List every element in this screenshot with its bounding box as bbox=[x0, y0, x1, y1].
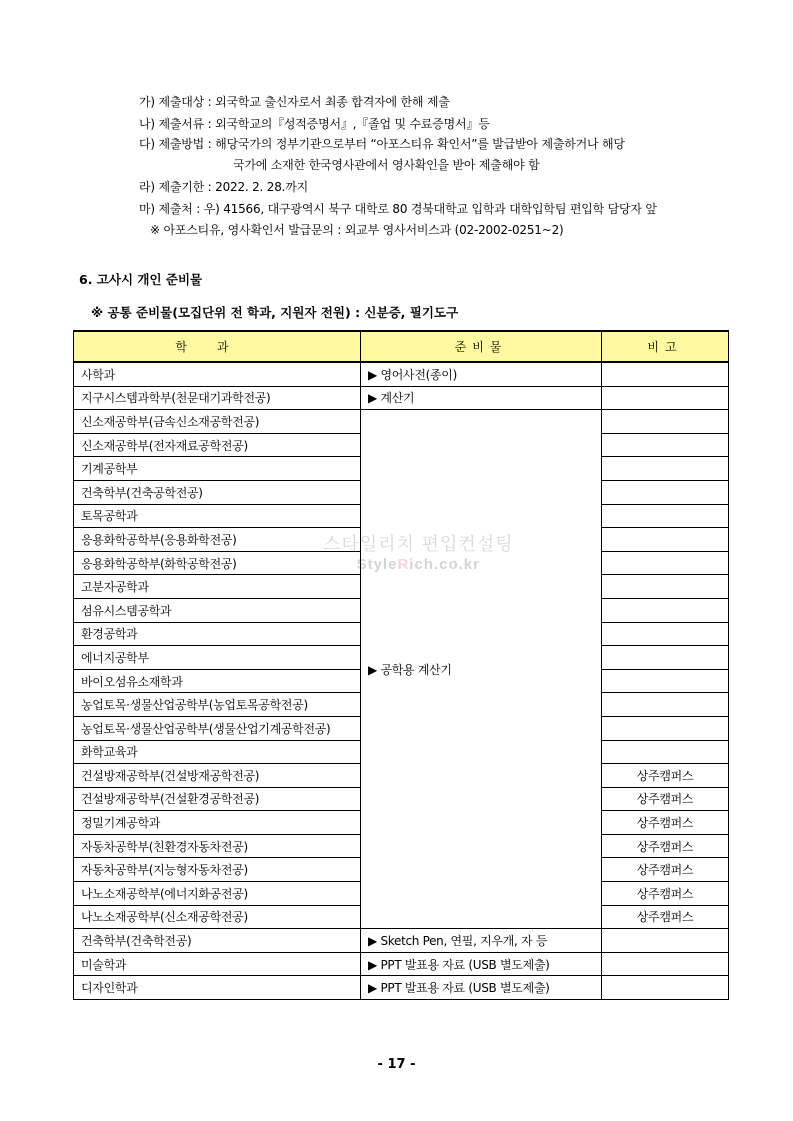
item-text: 우) 41566, 대구광역시 북구 대학로 80 경북대학교 입학과 대학입학팀 편입학 담당자 앞 bbox=[203, 202, 657, 216]
prep-cell: ▶ PPT 발표용 자료 (USB 별도제출) bbox=[361, 976, 602, 1000]
submission-item-deadline bbox=[139, 179, 308, 195]
header-dept: 학과 bbox=[74, 331, 361, 362]
dept-cell: 자동차공학부(지능형자동차전공) bbox=[74, 858, 361, 882]
item-label: 마) 제출처 : bbox=[139, 202, 201, 216]
table-row bbox=[74, 929, 729, 953]
note-cell bbox=[602, 410, 729, 434]
dept-cell: 바이오섬유소재학과 bbox=[74, 669, 361, 693]
dept-cell: 건설방재공학부(건설방재공학전공) bbox=[74, 764, 361, 788]
note-cell bbox=[602, 362, 729, 386]
dept-cell: 나노소재공학부(신소재공학전공) bbox=[74, 905, 361, 929]
table-row bbox=[74, 362, 729, 386]
dept-cell: 기계공학부 bbox=[74, 457, 361, 481]
prep-cell: ▶ PPT 발표용 자료 (USB 별도제출) bbox=[361, 952, 602, 976]
common-items-note: ※ 공통 준비물(모집단위 전 학과, 지원자 전원) : 신분증, 필기도구 bbox=[91, 305, 459, 320]
note-cell bbox=[602, 551, 729, 575]
note-cell bbox=[602, 480, 729, 504]
note-cell: 상주캠퍼스 bbox=[602, 905, 729, 929]
note-cell bbox=[602, 740, 729, 764]
watermark-url-part: Style bbox=[356, 556, 398, 573]
dept-cell: 응용화학공학부(화학공학전공) bbox=[74, 551, 361, 575]
item-text: 국가에 소재한 한국영사관에서 영사확인을 받아 제출해야 함 bbox=[233, 158, 540, 172]
watermark-text-korean: 스타일리치 편입컨설팅 bbox=[323, 534, 514, 555]
note-cell bbox=[602, 528, 729, 552]
note-cell bbox=[602, 716, 729, 740]
dept-cell: 나노소재공학부(에너지화공전공) bbox=[74, 882, 361, 906]
dept-cell: 자동차공학부(친환경자동차전공) bbox=[74, 834, 361, 858]
item-label: 다) 제출방법 : bbox=[139, 137, 212, 151]
note-cell bbox=[602, 622, 729, 646]
dept-cell: 디자인학과 bbox=[74, 976, 361, 1000]
note-cell bbox=[602, 669, 729, 693]
note-cell: 상주캠퍼스 bbox=[602, 811, 729, 835]
note-cell bbox=[602, 598, 729, 622]
dept-cell: 신소재공학부(금속신소재공학전공) bbox=[74, 410, 361, 434]
item-text: 외국학교 출신자로서 최종 합격자에 한해 제출 bbox=[215, 95, 450, 109]
note-cell: 상주캠퍼스 bbox=[602, 882, 729, 906]
submission-note: ※ 아포스티유, 영사확인서 발급문의 : 외교부 영사서비스과 (02-2002-0251~2) bbox=[150, 223, 564, 237]
section-title: 6. 고사시 개인 준비물 bbox=[79, 272, 203, 287]
submission-item-documents bbox=[139, 116, 490, 132]
item-label: 나) 제출서류 : bbox=[139, 117, 212, 131]
prep-cell-merged: ▶ 공학용 계산기 bbox=[361, 410, 602, 929]
table-row bbox=[74, 976, 729, 1000]
dept-cell: 섬유시스템공학과 bbox=[74, 598, 361, 622]
note-cell bbox=[602, 929, 729, 953]
note-cell bbox=[602, 457, 729, 481]
watermark-url-accent: R bbox=[397, 556, 410, 573]
dept-cell: 토목공학과 bbox=[74, 504, 361, 528]
item-text: 외국학교의『성적증명서』,『졸업 및 수료증명서』등 bbox=[215, 117, 490, 131]
item-label: 라) 제출기한 : bbox=[139, 180, 212, 194]
dept-cell: 지구시스템과학부(천문대기과학전공) bbox=[74, 386, 361, 410]
note-cell bbox=[602, 504, 729, 528]
dept-cell: 농업토목·생물산업공학부(농업토목공학전공) bbox=[74, 693, 361, 717]
dept-cell: 정밀기계공학과 bbox=[74, 811, 361, 835]
dept-cell: 미술학과 bbox=[74, 952, 361, 976]
note-cell bbox=[602, 693, 729, 717]
table-row bbox=[74, 410, 729, 434]
dept-cell: 사학과 bbox=[74, 362, 361, 386]
dept-cell: 환경공학과 bbox=[74, 622, 361, 646]
note-cell bbox=[602, 386, 729, 410]
item-label: 가) 제출대상 : bbox=[139, 95, 212, 109]
submission-item-method bbox=[139, 136, 625, 152]
item-text: 2022. 2. 28.까지 bbox=[215, 180, 309, 194]
note-cell bbox=[602, 575, 729, 599]
table-header-row bbox=[74, 331, 729, 362]
preparation-table bbox=[73, 330, 729, 1000]
table-row bbox=[74, 952, 729, 976]
header-prep: 준비물 bbox=[361, 331, 602, 362]
note-cell: 상주캠퍼스 bbox=[602, 787, 729, 811]
dept-cell: 신소재공학부(전자재료공학전공) bbox=[74, 433, 361, 457]
dept-cell: 농업토목·생물산업공학부(생물산업기계공학전공) bbox=[74, 716, 361, 740]
dept-cell: 에너지공학부 bbox=[74, 646, 361, 670]
watermark-url-part: ich.co.kr bbox=[409, 556, 480, 573]
note-cell bbox=[602, 433, 729, 457]
note-cell: 상주캠퍼스 bbox=[602, 764, 729, 788]
table-row bbox=[74, 386, 729, 410]
submission-item-target bbox=[139, 94, 450, 110]
submission-item-address bbox=[139, 201, 657, 217]
prep-cell: ▶ 계산기 bbox=[361, 386, 602, 410]
page-number: - 17 - bbox=[377, 1057, 416, 1072]
dept-cell: 화학교육과 bbox=[74, 740, 361, 764]
prep-cell: ▶ 영어사전(종이) bbox=[361, 362, 602, 386]
dept-cell: 건축학부(건축공학전공) bbox=[74, 480, 361, 504]
header-note: 비고 bbox=[602, 331, 729, 362]
note-cell bbox=[602, 952, 729, 976]
submission-item-method-cont bbox=[233, 157, 540, 173]
item-text: 해당국가의 정부기관으로부터 “아포스티유 확인서”를 발급받아 제출하거나 해당 bbox=[215, 137, 625, 151]
dept-cell: 응용화학공학부(응용화학전공) bbox=[74, 528, 361, 552]
note-cell: 상주캠퍼스 bbox=[602, 834, 729, 858]
prep-cell: ▶ Sketch Pen, 연필, 지우개, 자 등 bbox=[361, 929, 602, 953]
note-cell bbox=[602, 976, 729, 1000]
dept-cell: 건설방재공학부(건설환경공학전공) bbox=[74, 787, 361, 811]
note-cell: 상주캠퍼스 bbox=[602, 858, 729, 882]
note-cell bbox=[602, 646, 729, 670]
dept-cell: 건축학부(건축학전공) bbox=[74, 929, 361, 953]
dept-cell: 고분자공학과 bbox=[74, 575, 361, 599]
